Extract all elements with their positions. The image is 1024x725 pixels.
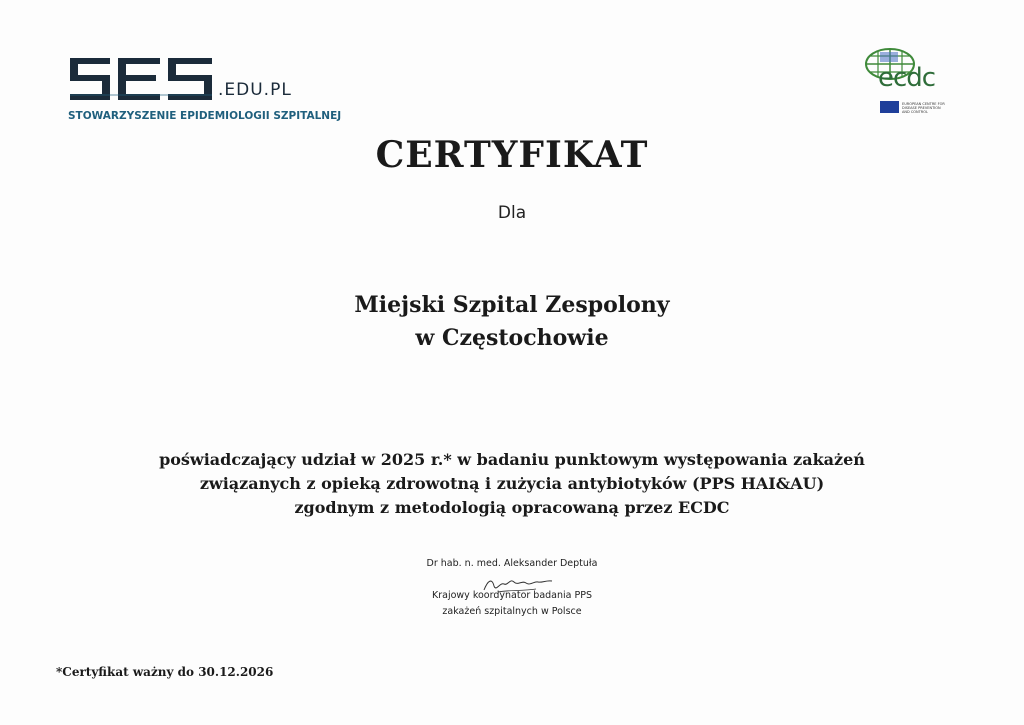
recipient xyxy=(0,289,1024,355)
for-label: Dla xyxy=(497,203,527,223)
ses-subtitle: STOWARZYSZENIE EPIDEMIOLOGII SZPITALNEJ xyxy=(68,110,342,122)
ecdc-org-name: EUROPEAN CENTRE FOR DISEASE PREVENTION AND CONTROL xyxy=(902,102,945,114)
certificate-statement xyxy=(0,448,1024,520)
certificate-title: CERTYFIKAT xyxy=(375,134,649,176)
signatory-name: Dr hab. n. med. Aleksander Deptuła xyxy=(426,558,598,569)
statement-line-3: zgodnym z metodologią opracowaną przez ECDC xyxy=(294,498,730,517)
recipient-line-2: w Częstochowie xyxy=(415,325,609,351)
signatory-role xyxy=(0,588,1024,620)
ses-logo-graphic xyxy=(66,54,216,104)
recipient-line-1: Miejski Szpital Zespolony xyxy=(354,292,670,318)
ecdc-wordmark: ecdc xyxy=(878,63,936,93)
eu-flag-icon xyxy=(880,101,899,113)
signatory-role-line-2: zakażeń szpitalnych w Polsce xyxy=(442,606,582,617)
ses-domain-text: .EDU.PL xyxy=(218,80,292,100)
statement-line-1: poświadczający udział w 2025 r.* w badaniu punktowym występowania zakażeń xyxy=(159,450,865,469)
statement-line-2: związanych z opieką zdrowotną i zużycia antybiotyków (PPS HAI&AU) xyxy=(199,474,825,493)
signatory-role-line-1: Krajowy koordynator badania PPS xyxy=(432,590,592,601)
validity-footnote: *Certyfikat ważny do 30.12.2026 xyxy=(56,665,274,679)
